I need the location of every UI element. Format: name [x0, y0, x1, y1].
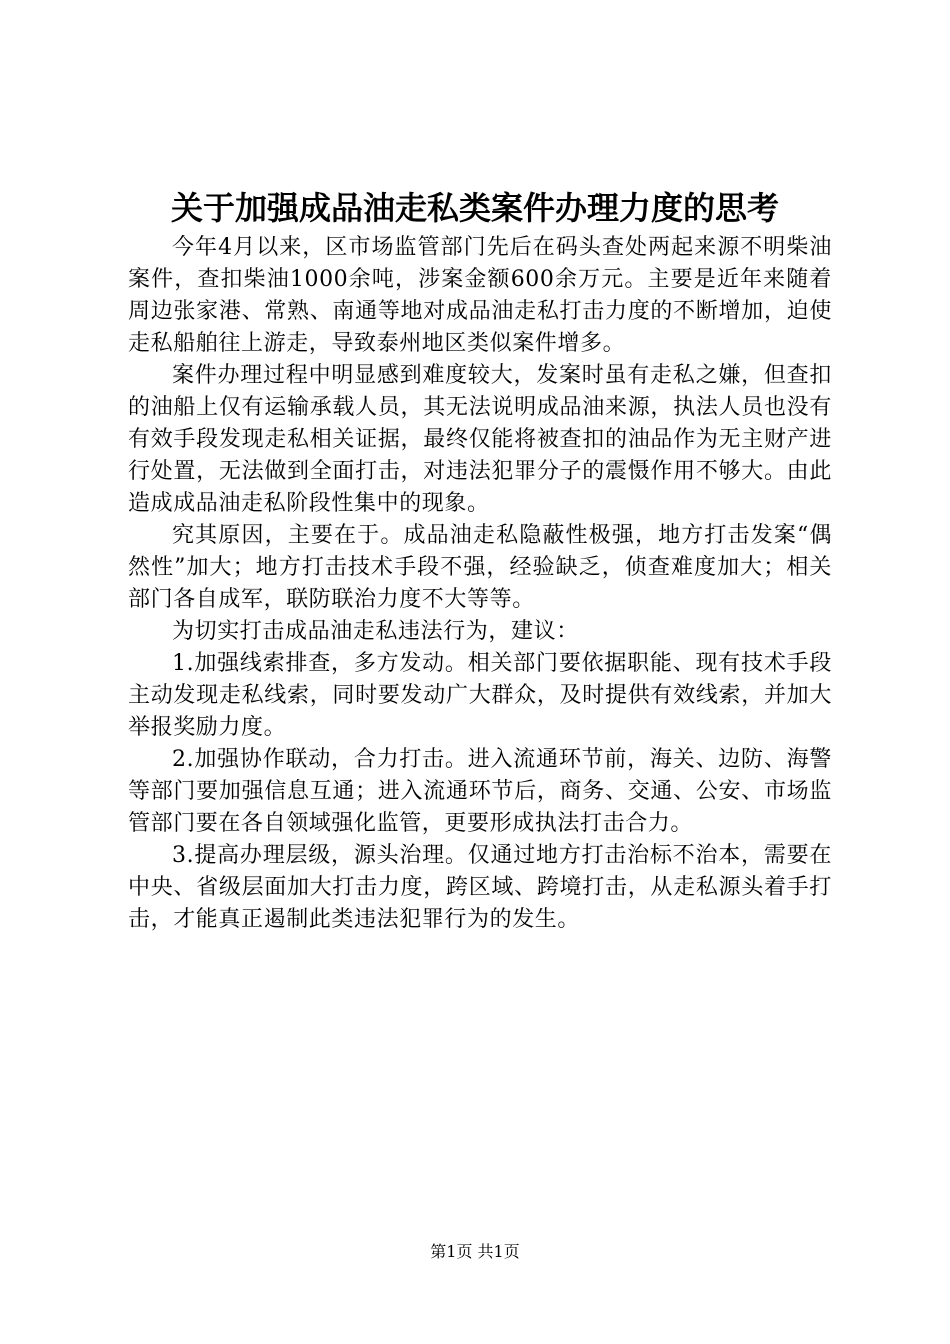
paragraph-7: 3.提高办理层级，源头治理。仅通过地方打击治标不治本，需要在中央、省级层面加大打击力度，跨区域、跨境打击，从走私源头着手打击，才能真正遏制此类违法犯罪行为的发生。 [128, 843, 832, 932]
page-number-footer: 第1页 共1页 [430, 1242, 520, 1261]
paragraph-3: 究其原因，主要在于。成品油走私隐蔽性极强，地方打击发案“偶然性”加大；地方打击技术手段不强，经验缺乏，侦查难度加大；相关部门各自成军，联防联治力度不大等等。 [128, 523, 832, 612]
document-body [128, 232, 832, 936]
paragraph-2: 案件办理过程中明显感到难度较大，发案时虽有走私之嫌，但查扣的油船上仅有运输承载人员，其无法说明成品油来源，执法人员也没有有效手段发现走私相关证据，最终仅能将被查扣的油品作为无主财产进行处置，无法做到全面打击，对违法犯罪分子的震慑作用不够大。由此造成成品油走私阶段性集中的现象。 [128, 363, 832, 516]
document-title: 关于加强成品油走私类案件办理力度的思考 [170, 189, 779, 227]
paragraph-4: 为切实打击成品油走私违法行为，建议： [172, 619, 579, 644]
paragraph-1: 今年4月以来，区市场监管部门先后在码头查处两起来源不明柴油案件，查扣柴油1000余吨，涉案金额600余万元。主要是近年来随着周边张家港、常熟、南通等地对成品油走私打击力度的不断增加，迫使走私船舶往上游走，导致泰州地区类似案件增多。 [128, 235, 832, 356]
paragraph-5: 1.加强线索排查，多方发动。相关部门要依据职能、现有技术手段主动发现走私线索，同时要发动广大群众，及时提供有效线索，并加大举报奖励力度。 [128, 651, 832, 740]
paragraph-6: 2.加强协作联动，合力打击。进入流通环节前，海关、边防、海警等部门要加强信息互通；进入流通环节后，商务、交通、公安、市场监管部门要在各自领域强化监管，更要形成执法打击合力。 [128, 747, 832, 836]
